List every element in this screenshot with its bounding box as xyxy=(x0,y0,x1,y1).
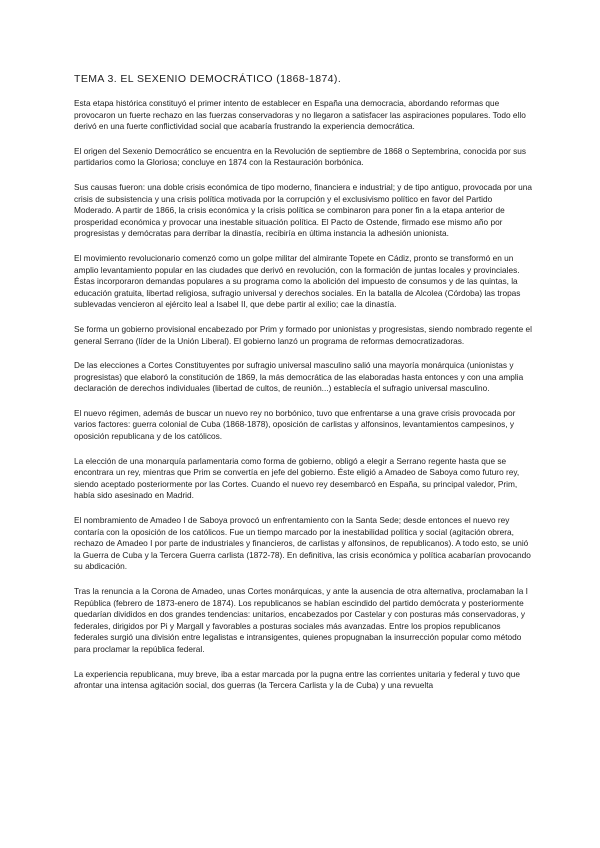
paragraph-first-republic: Tras la renuncia a la Corona de Amadeo, unas Cortes monárquicas, y ante la ausencia de otra alternativa, proclamaban la I República (febrero de 1873-enero de 1874). Los republicanos se habían escindido del partido demócrata y posteriormente quedarían divididos en dos grandes tendencias: unitarios, encabezados por Castelar y con posturas más conservadoras, y federales, dirigidos por Pi y Margall y favorables a posturas sociales más avanzadas. Entre los propios republicanos federales surgió una división entre legalistas e intransigentes, quienes propugnaban la insurrección popular como método para proclamar la república federal. xyxy=(74,586,528,654)
paragraph-revolution: El movimiento revolucionario comenzó como un golpe militar del almirante Topete en Cádiz, pronto se transformó en un amplio levantamiento popular en las ciudades que derivó en revolución, con la formación de juntas locales y provinciales. Éstas incorporaron demandas populares a su programa como la abolición del impuesto de consumos y de las quintas, la educación gratuita, libertad religiosa, sufragio universal y derechos sociales. En la batalla de Alcolea (Córdoba) las tropas sublevadas vencieron al ejército leal a Isabel II, que debe partir al exilio; cae la dinastía. xyxy=(74,252,521,310)
page-title: TEMA 3. EL SEXENIO DEMOCRÁTICO (1868-1874). xyxy=(74,73,342,85)
paragraph-republican-experience: La experiencia republicana, muy breve, iba a estar marcada por la pugna entre las corrientes unitaria y federal y tuvo que afrontar una intensa agitación social, dos guerras (la Tercera Carlista y la de Cuba) y una revuelta xyxy=(74,668,520,691)
paragraph-origin: El origen del Sexenio Democrático se encuentra en la Revolución de septiembre de 1868 o Septembrina, conocida por sus partidarios como la Gloriosa; concluye en 1874 con la Restauración borbónica. xyxy=(74,145,526,168)
paragraph-new-regime: El nuevo régimen, además de buscar un nuevo rey no borbónico, tuvo que enfrentarse a una grave crisis provocada por varios factores: guerra colonial de Cuba (1868-1878), oposición de carlistas y alfonsinos, levantamientos campesinos, y oposición republicana y de los católicos. xyxy=(74,407,516,442)
paragraph-intro: Esta etapa histórica constituyó el primer intento de establecer en España una democracia, abordando reformas que provocaron un fuerte rechazo en las fuerzas conservadoras y no llegaron a satisfacer las aspiraciones populares. Todo ello derivó en una fuerte conflictividad social que acabaría frustrando la experiencia democrática. xyxy=(74,98,526,132)
paragraph-constitution: De las elecciones a Cortes Constituyentes por sufragio universal masculino salió una mayoría monárquica (unionistas y progresistas) que elaboró la constitución de 1869, la más democrática de las elaboradas hasta entonces y con una amplia declaración de derechos individuales (libertad de cultos, de reunión...) establecía el sufragio universal masculino. xyxy=(74,360,524,394)
paragraph-causes: Sus causas fueron: una doble crisis económica de tipo moderno, financiera e industrial; y de tipo antiguo, provocada por una crisis de subsistencia y una crisis política motivada por la corrupción y el exclusivismo político en favor del Partido Moderado. A partir de 1866, la crisis económica y la crisis política se combinaron para poner fin a la etapa anterior de prosperidad económica y provocar una inestable situación política. El Pacto de Ostende, firmado ese mismo año por progresistas y demócratas para derribar la dinastía, recibiría en última instancia la adhesión unionista. xyxy=(74,181,532,239)
paragraph-amadeo: El nombramiento de Amadeo I de Saboya provocó un enfrentamiento con la Santa Sede; desde entonces el nuevo rey contaría con la oposición de los católicos. Fue un tiempo marcado por la inestabilidad política y social (agitación obrera, rechazo de Amadeo I por parte de industriales y financieros, de carlistas y alfonsinos, de republicanos). A todo esto, se unió la Guerra de Cuba y la Tercera Guerra carlista (1872-78). En definitiva, las crisis económica y política acabarían provocando su abdicación. xyxy=(74,515,531,572)
paragraph-provisional-government: Se forma un gobierno provisional encabezado por Prim y formado por unionistas y progresistas, siendo nombrado regente el general Serrano (líder de la Unión Liberal). El gobierno lanzó un programa de reformas democratizadoras. xyxy=(74,323,532,346)
paragraph-monarchy-election: La elección de una monarquía parlamentaria como forma de gobierno, obligó a elegir a Serrano regente hasta que se encontrara un rey, mientras que Prim se convertía en jefe del gobierno. Éste eligió a Amadeo de Saboya como futuro rey, siendo aceptado posteriormente por las Cortes. Cuando el nuevo rey desembarcó en España, su principal valedor, Prim, había sido asesinado en Madrid. xyxy=(74,455,520,501)
document-body xyxy=(74,98,534,705)
